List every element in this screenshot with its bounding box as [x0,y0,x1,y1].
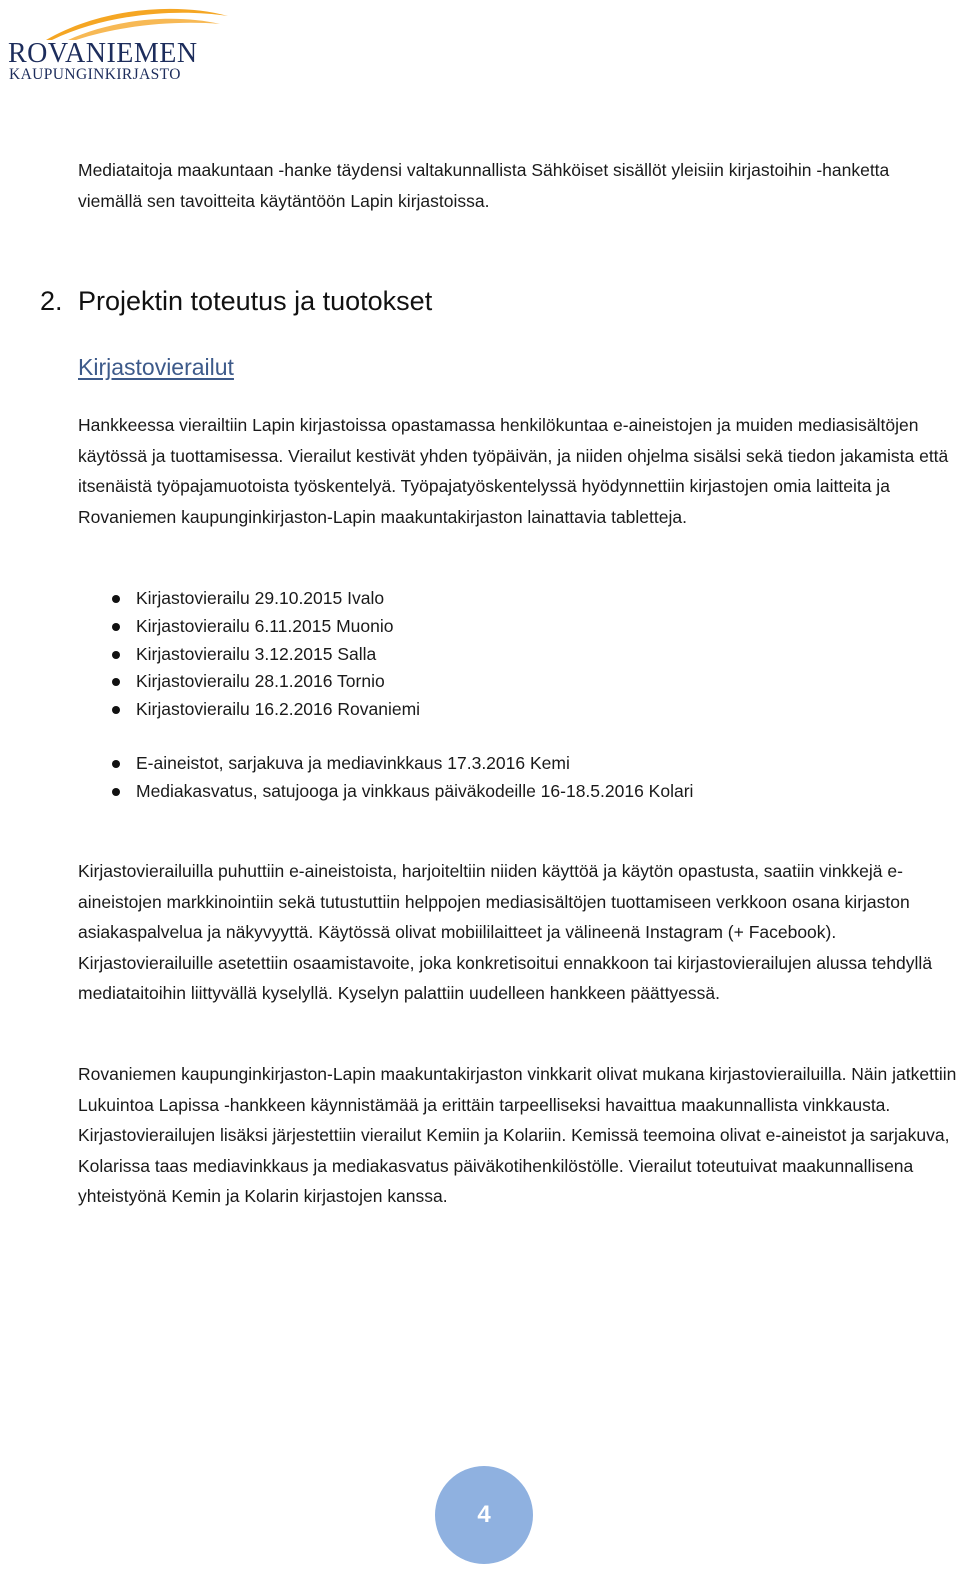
list-item: Mediakasvatus, satujooga ja vinkkaus päiväkodeille 16-18.5.2016 Kolari [110,778,693,806]
list-item: Kirjastovierailu 16.2.2016 Rovaniemi [110,696,420,724]
logo-subtitle: KAUPUNGINKIRJASTO [9,66,181,83]
visits-list [110,585,420,724]
library-logo [6,0,246,90]
events-list [110,750,693,806]
list-item: E-aineistot, sarjakuva ja mediavinkkaus 17.3.2016 Kemi [110,750,693,778]
list-item: Kirjastovierailu 29.10.2015 Ivalo [110,585,420,613]
section-heading [40,286,432,317]
list-item: Kirjastovierailu 3.12.2015 Salla [110,641,420,669]
list-item: Kirjastovierailu 6.11.2015 Muonio [110,613,420,641]
booktalkers-paragraph: Rovaniemen kaupunginkirjaston-Lapin maakuntakirjaston vinkkarit olivat mukana kirjastovierailuilla. Näin jatkettiin Lukuintoa Lapissa -hankkeen käynnistämää ja erittäin tarpeelliseksi havaittua maakunnallista vinkkausta. Kirjastovierailujen lisäksi järjestettiin vierailut Kemiin ja Kolariin. Kemissä teemoina olivat e-aineistot ja sarjakuva, Kolarissa taas mediavinkkaus ja mediakasvatus päiväkotihenkilöstölle. Vierailut toteutuivat maakunnallisena yhteistyönä Kemin ja Kolarin kirjastojen kanssa. [78,1064,957,1207]
subheading-library-visits: Kirjastovierailut [78,354,234,380]
intro-paragraph: Mediataitoja maakuntaan -hanke täydensi valtakunnallista Sähköiset sisällöt yleisiin kirjastoihin -hanketta viemällä sen tavoitteita käytäntöön Lapin kirjastoissa. [78,160,890,211]
visits-paragraph: Hankkeessa vierailtiin Lapin kirjastoissa opastamassa henkilökuntaa e-aineistojen ja muiden mediasisältöjen käytössä ja tuottamisessa. Vierailut kestivät yhden työpäivän, ja niiden ohjelma sisälsi sekä tiedon jakamista että itsenäistä työpajamuotoista työskentelyä. Työpajatyöskentelyssä hyödynnettiin kirjastojen omia laitteita ja Rovaniemen kaupunginkirjaston-Lapin maakuntakirjaston lainattavia tabletteja. [78,415,949,527]
logo-title: ROVANIEMEN [8,38,198,69]
page-number-badge [435,1466,533,1564]
topics-paragraph: Kirjastovierailuilla puhuttiin e-aineistoista, harjoiteltiin niiden käyttöä ja käytön opastusta, saatiin vinkkejä e-aineistojen markkinointiin sekä tutustuttiin helppojen mediasisältöjen tuottamiseen verkkoon osana kirjaston asiakaspalvelua ja näkyvyyttä. Käytössä olivat mobiililaitteet ja välineenä Instagram (+ Facebook). Kirjastovierailuille asetettiin osaamistavoite, joka konkretisoitui ennakkoon tai kirjastovierailujen alussa tehdyllä mediataitoihin liittyvällä kyselyllä. Kyselyn palattiin uudelleen hankkeen päättyessä. [78,861,933,1004]
section-number: 2. [40,286,63,316]
section-title: Projektin toteutus ja tuotokset [78,286,433,316]
list-item: Kirjastovierailu 28.1.2016 Tornio [110,668,420,696]
logo-swoosh-icon [6,0,236,42]
page-number: 4 [477,1501,491,1528]
